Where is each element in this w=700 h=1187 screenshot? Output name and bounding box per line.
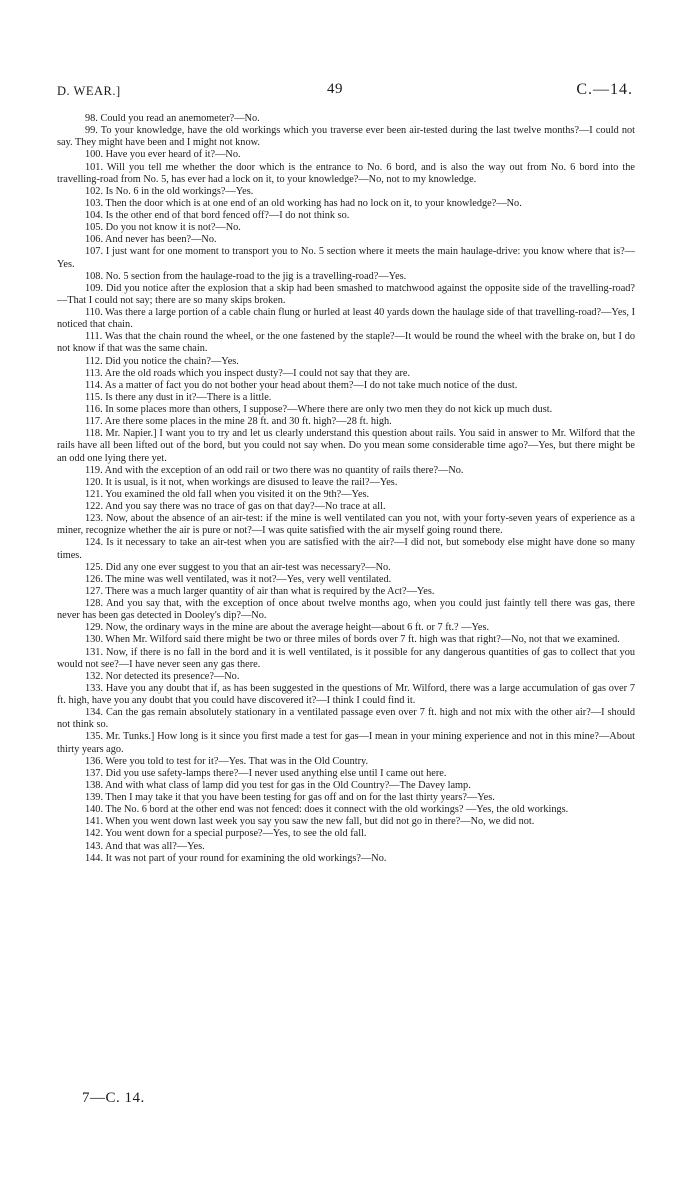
testimony-paragraph: 110. Was there a large portion of a cable chain flung or hurled at least 40 yards down the haulage side of that travelling-road?—Yes, I noticed that chain. xyxy=(57,307,635,331)
testimony-body xyxy=(57,113,635,865)
testimony-paragraph: 112. Did you notice the chain?—Yes. xyxy=(85,355,239,367)
testimony-paragraph: 131. Now, if there is no fall in the bord and it is well ventilated, is it possible for any dangerous quantities of gas to collect that you would not see?—I have never seen any gas there. xyxy=(57,646,635,670)
testimony-paragraph: 116. In some places more than others, I suppose?—Where there are only two men they do not kick up much dust. xyxy=(85,404,553,415)
testimony-paragraph: 122. And you say there was no trace of gas on that day?—No trace at all. xyxy=(85,501,386,512)
testimony-paragraph: 106. And never has been?—No. xyxy=(85,234,217,246)
testimony-paragraph: 115. Is there any dust in it?—There is a little. xyxy=(85,391,272,403)
testimony-paragraph: 138. And with what class of lamp did you test for gas in the Old Country?—The Davey lamp. xyxy=(85,779,471,791)
testimony-paragraph: 143. And that was all?—Yes. xyxy=(85,840,205,852)
page-number: 49 xyxy=(327,81,343,97)
testimony-paragraph: 140. The No. 6 bord at the other end was not fenced: does it connect with the old workings? —Yes, the old workings. xyxy=(85,804,569,816)
testimony-paragraph: 133. Have you any doubt that if, as has been suggested in the questions of Mr. Wilford, there was a large accumulation of gas over 7 ft. high, have you any doubt that you could have discovered it?—I think I could find it. xyxy=(57,682,635,706)
testimony-paragraph: 132. Nor detected its presence?—No. xyxy=(85,670,240,682)
testimony-paragraph: 142. You went down for a special purpose?—Yes, to see the old fall. xyxy=(85,828,367,840)
testimony-paragraph: 141. When you went down last week you say you saw the new fall, but did not go in there?—No, we did not. xyxy=(85,816,535,828)
testimony-paragraph: 98. Could you read an anemometer?—No. xyxy=(85,113,260,124)
testimony-paragraph: 144. It was not part of your round for examining the old workings?—No. xyxy=(85,852,387,864)
testimony-paragraph: 104. Is the other end of that bord fenced off?—I do not think so. xyxy=(85,210,350,221)
testimony-paragraph: 111. Was that the chain round the wheel, or the one fastened by the staple?—It would be round the wheel with the brake on, but I do not know if that was the same chain. xyxy=(57,331,635,355)
testimony-paragraph: 128. And you say that, with the exception of once about twelve months ago, when you could just faintly tell there was gas, there never has been gas detected in Dooley's dip?—No. xyxy=(57,598,635,622)
testimony-paragraph: 127. There was a much larger quantity of air than what is required by the Act?—Yes. xyxy=(85,585,435,597)
testimony-paragraph: 123. Now, about the absence of an air-test: if the mine is well ventilated can you not, with your forty-seven years of experience as a miner, recognize whether the air is pure or not?—I was quite satisfied with the air myself going round there. xyxy=(57,513,635,537)
testimony-paragraph: 99. To your knowledge, have the old workings which you traverse ever been air-tested during the last twelve months?—I could not say. They might have been and I might not know. xyxy=(57,125,635,149)
testimony-paragraph: 121. You examined the old fall when you visited it on the 9th?—Yes. xyxy=(85,488,370,500)
testimony-paragraph: 118. Mr. Napier.] I want you to try and let us clearly understand this question about rails. You said in answer to Mr. Wilford that the rails have all been lifted out of the bord, but you could not say when. Do you mean some considerable time ago?—Yes, but there might be an odd one lying there yet. xyxy=(57,428,635,464)
testimony-paragraph: 119. And with the exception of an odd rail or two there was no quantity of rails there?—No. xyxy=(85,464,464,476)
testimony-paragraph: 107. I just want for one moment to transport you to No. 5 section where it meets the main haulage-drive: you know where that is?—Yes. xyxy=(57,246,635,270)
testimony-paragraph: 109. Did you notice after the explosion that a skip had been smashed to matchwood against the opposite side of the travelling-road?—That I could not say; there are so many skips broken. xyxy=(57,282,635,306)
testimony-paragraph: 136. Were you told to test for it?—Yes. That was in the Old Country. xyxy=(85,755,369,767)
testimony-paragraph: 137. Did you use safety-lamps there?—I never used anything else until I came out here. xyxy=(85,767,447,779)
testimony-paragraph: 125. Did any one ever suggest to you that an air-test was necessary?—No. xyxy=(85,561,391,573)
testimony-paragraph: 134. Can the gas remain absolutely stationary in a ventilated passage even over 7 ft. high and not mix with the other air?—I should not think so. xyxy=(57,707,635,731)
document-reference: C.—14. xyxy=(576,81,633,98)
testimony-paragraph: 120. It is usual, is it not, when workings are disused to leave the rail?—Yes. xyxy=(85,476,398,488)
signature-mark: 7—C. 14. xyxy=(82,1090,145,1106)
testimony-paragraph: 102. Is No. 6 in the old workings?—Yes. xyxy=(85,185,254,197)
testimony-paragraph: 139. Then I may take it that you have been testing for gas off and on for the last thirty years?—Yes. xyxy=(85,792,495,803)
testimony-paragraph: 108. No. 5 section from the haulage-road to the jig is a travelling-road?—Yes. xyxy=(85,270,407,282)
running-head-left: D. WEAR.] xyxy=(57,84,121,98)
testimony-paragraph: 130. When Mr. Wilford said there might be two or three miles of bords over 7 ft. high was that right?—No, not that we examined. xyxy=(85,634,620,646)
testimony-paragraph: 135. Mr. Tunks.] How long is it since you first made a test for gas—I mean in your mining experience and not in this mine?—About thirty years ago. xyxy=(57,731,635,755)
testimony-paragraph: 100. Have you ever heard of it?—No. xyxy=(85,149,241,161)
testimony-paragraph: 126. The mine was well ventilated, was it not?—Yes, very well ventilated. xyxy=(85,573,392,585)
testimony-paragraph: 124. Is it necessary to take an air-test when you are satisfied with the air?—I did not, but somebody else might have done so many times. xyxy=(57,537,635,561)
testimony-paragraph: 113. Are the old roads which you inspect dusty?—I could not say that they are. xyxy=(85,367,411,379)
testimony-paragraph: 114. As a matter of fact you do not bother your head about them?—I do not take much notice of the dust. xyxy=(85,379,518,391)
testimony-paragraph: 103. Then the door which is at one end of an old working has had no lock on it, to your knowledge?—No. xyxy=(85,197,522,209)
testimony-paragraph: 101. Will you tell me whether the door which is the entrance to No. 6 bord, and is also the way out from No. 6 bord into the travelling-road from No. 5, has ever had a lock on it, to your knowledge?—No, not to my knowledge. xyxy=(57,161,635,185)
testimony-paragraph: 117. Are there some places in the mine 28 ft. and 30 ft. high?—28 ft. high. xyxy=(85,416,392,428)
testimony-paragraph: 129. Now, the ordinary ways in the mine are about the average height—about 6 ft. or 7 ft.? —Yes. xyxy=(85,622,490,634)
testimony-paragraph: 105. Do you not know it is not?—No. xyxy=(85,222,241,234)
